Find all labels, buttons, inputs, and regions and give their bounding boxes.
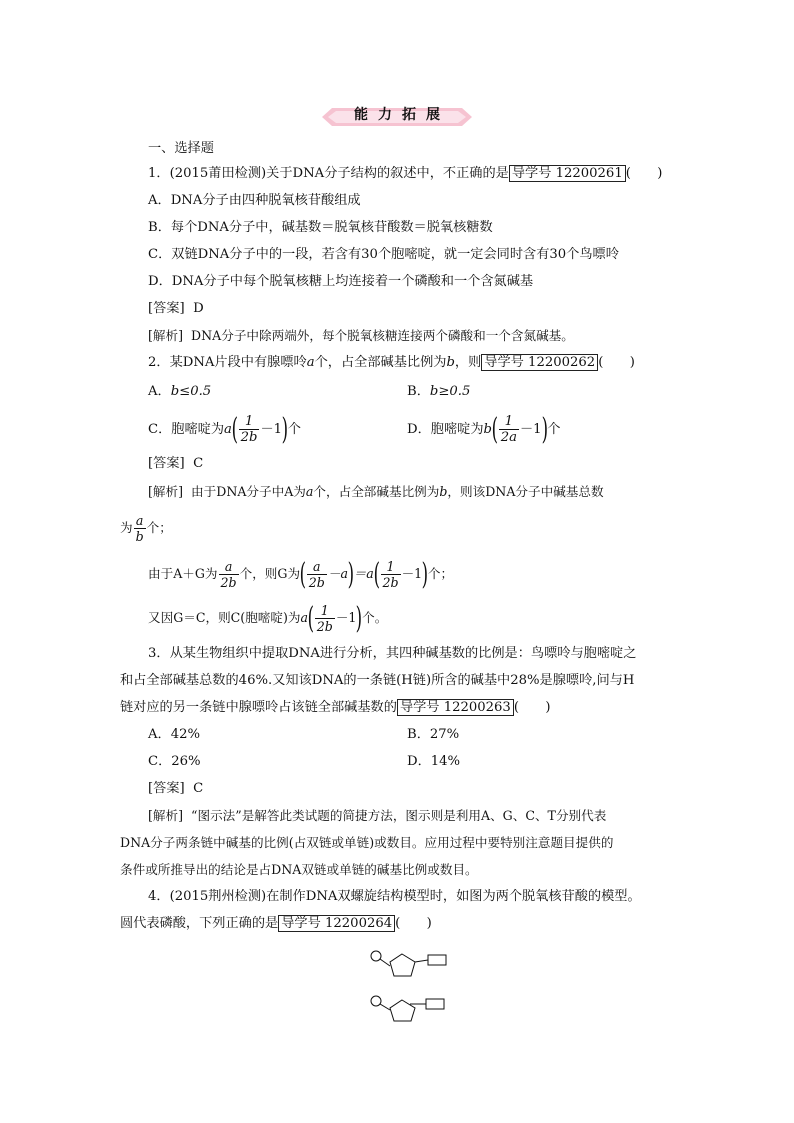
q4-stem-line2: 圆代表磷酸，下列正确的是 导学号 12200264 ( ) <box>120 916 432 931</box>
q2-answer <box>148 455 203 473</box>
q1-option-c: C．双链DNA分子中的一段，若含有30个胞嘧啶，就一定会同时含有30个鸟嘌呤 <box>148 247 619 262</box>
q1-answer <box>148 300 204 318</box>
q2-option-b-expr: b≥0.5 <box>429 384 471 399</box>
q2-analysis-line4: 又因G＝C，则C(胞嘧啶)为a( $\frac{1}{2b}$ －1)个。 <box>148 600 388 636</box>
q3-option-b: B．27% <box>407 727 460 742</box>
q1-analysis <box>148 327 574 345</box>
q2-option-c-label: C．胞嘧啶为 <box>148 422 225 437</box>
q4-ref-link[interactable]: 导学号 12200264 <box>278 915 395 932</box>
q2-c-post: －1 <box>260 422 283 437</box>
q2-option-a <box>148 383 211 401</box>
section-title: 能力拓展 <box>354 107 450 123</box>
nucleotide-model-figure <box>366 946 456 1046</box>
q1-stem-text: 1．(2015莆田检测)关于DNA分子结构的叙述中，不正确的是 <box>148 166 509 181</box>
q3-answer <box>148 780 203 798</box>
analysis-label: [解析] <box>148 328 184 343</box>
q3-stem-line1: 3．从某生物组织中提取DNA进行分析，其四种碱基数的比例是：鸟嘌呤与胞嘧啶之 <box>148 646 637 661</box>
answer-label: [答案] <box>148 456 185 471</box>
q2-stem-pre: 2．某DNA片段中有腺嘌呤 <box>148 355 307 370</box>
q2-stem-mid: 个，占全部碱基比例为 <box>314 355 447 370</box>
q2-d-coef: b <box>483 422 492 437</box>
q2-c-unit: 个 <box>287 422 301 437</box>
q1-paren: ( ) <box>625 166 663 181</box>
q1-option-d: D．DNA分子中每个脱氧核糖上均连接着一个磷酸和一个含氮碱基 <box>148 274 534 289</box>
q2-stem-end: ，则 <box>454 355 482 370</box>
nucleotide-model-1 <box>371 951 446 976</box>
q2-option-d-label: D．胞嘧啶为 <box>407 422 484 437</box>
q2-option-a-expr: b≤0.5 <box>170 384 212 399</box>
q1-answer-value: D <box>193 301 204 316</box>
q4-stem-line1: 4．(2015荆州检测)在制作DNA双螺旋结构模型时，如图为两个脱氧核苷酸的模型。 <box>148 889 641 904</box>
section-title-banner <box>322 100 472 130</box>
q2-option-d: D．胞嘧啶为b( $\frac{1}{2a}$ －1)个 <box>407 411 561 447</box>
answer-label: [答案] <box>148 301 185 316</box>
q2-c-fraction: $\frac{1}{2b}$ <box>240 414 258 445</box>
q1-ref-link[interactable]: 导学号 12200261 <box>509 165 626 182</box>
q3-ref-link[interactable]: 导学号 12200263 <box>397 699 514 716</box>
q3-analysis-line1: [解析] “图示法”是解答此类试题的简捷方法，图示则是利用A、G、C、T分别代表 <box>148 808 607 823</box>
q2-d-unit: 个 <box>547 422 561 437</box>
q3-stem-line2: 和占全部碱基总数的46%.又知该DNA的一条链(H链)所含的碱基中28%是腺嘌呤,问与H <box>120 673 635 688</box>
analysis-label: [解析] <box>148 484 184 499</box>
nucleotide-model-2 <box>371 996 444 1021</box>
q2-analysis-line2: 为 $\frac{a}{b}$ 个； <box>120 513 172 544</box>
q1-analysis-text: DNA分子中除两端外，每个脱氧核糖连接两个磷酸和一个含氮碱基。 <box>191 328 574 343</box>
q2-d-post: －1 <box>519 422 542 437</box>
part-heading: 一、选择题 <box>148 141 214 156</box>
q3-stem-line3: 链对应的另一条链中腺嘌呤占该链全部碱基数的 导学号 12200263 ( ) <box>120 700 551 715</box>
q2-paren: ( ) <box>598 355 635 370</box>
q2-c-coef: a <box>224 422 232 437</box>
q2-option-a-label: A． <box>148 384 171 399</box>
q3-analysis-line2: DNA分子两条链中碱基的比例(占双链或单链)或数目。应用过程中要特别注意题目提供的 <box>120 835 614 850</box>
q3-analysis-line3: 条件或所推导出的结论是占DNA双链或单链的碱基比例或数目。 <box>120 862 478 877</box>
q3-option-c: C．26% <box>148 754 201 769</box>
q3-answer-value: C <box>193 781 204 796</box>
analysis-label: [解析] <box>148 808 184 823</box>
q2-answer-value: C <box>193 456 204 471</box>
q2-var-a: a <box>306 355 315 370</box>
q2-option-c: C．胞嘧啶为a( $\frac{1}{2b}$ －1)个 <box>148 411 301 447</box>
q1-option-a: A．DNA分子由四种脱氧核苷酸组成 <box>148 193 361 208</box>
q1-option-b: B．每个DNA分子中，碱基数＝脱氧核苷酸数＝脱氧核糖数 <box>148 220 493 235</box>
q2-analysis-line1: [解析] 由于DNA分子中A为a个，占全部碱基比例为b，则该DNA分子中碱基总数 <box>148 484 604 499</box>
q2-ref-link[interactable]: 导学号 12200262 <box>481 354 598 371</box>
q2-var-b: b <box>446 355 455 370</box>
q2-option-b-label: B． <box>407 384 430 399</box>
answer-label: [答案] <box>148 781 185 796</box>
q2-option-b <box>407 383 470 401</box>
q2-stem <box>148 354 635 372</box>
q1-stem <box>148 165 662 183</box>
q2-d-fraction: $\frac{1}{2a}$ <box>500 414 517 445</box>
q2-analysis-line3: 由于A＋G为 $\frac{a}{2b}$ 个，则G为( $\frac{a}{2b}$ －a)＝a( $\frac{1}{2b}$ －1)个； <box>148 556 454 592</box>
q3-option-d: D．14% <box>407 754 461 769</box>
q3-option-a: A．42% <box>148 727 201 742</box>
